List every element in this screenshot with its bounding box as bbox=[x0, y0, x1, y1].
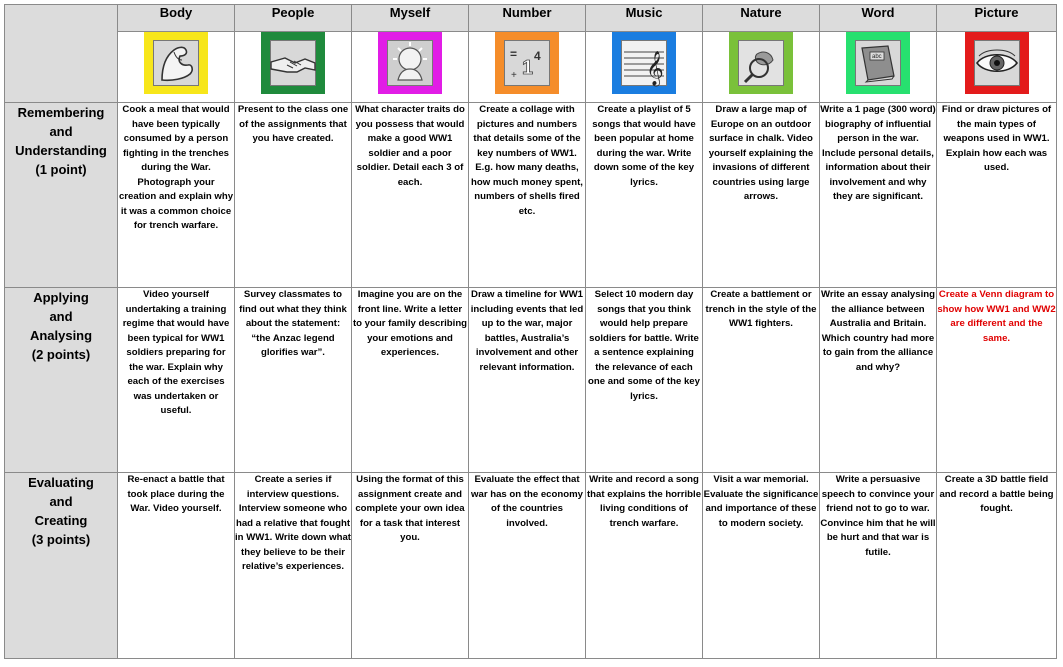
row-heading bbox=[5, 103, 118, 288]
task-cell: Survey classmates to find out what they think about the statement: “the Anzac legend glorifies war”. bbox=[235, 288, 352, 473]
row-heading-line: (2 points) bbox=[31, 347, 91, 362]
task-cell: Create a series if interview questions. Interview someone who had a relative that fought in WW1. Write down what they believe to be their relative’s experiences. bbox=[235, 473, 352, 659]
column-header-music: Music bbox=[586, 5, 703, 32]
svg-text:4: 4 bbox=[534, 49, 541, 63]
icon-cell-people bbox=[235, 32, 352, 103]
icon-cell-nature bbox=[703, 32, 820, 103]
task-cell: Write a 1 page (300 word) biography of influential person in the war. Include personal details, information about their involvement and why they are significant. bbox=[820, 103, 937, 288]
icon-cell-picture bbox=[937, 32, 1057, 103]
task-cell: Find or draw pictures of the main types of weapons used in WW1. Explain how each was used. bbox=[937, 103, 1057, 288]
row-heading-line: Creating bbox=[34, 513, 88, 528]
task-cell: Draw a timeline for WW1 including events that led up to the war, major battles, Australia’s involvement and other relevant information. bbox=[469, 288, 586, 473]
icon-cell-body bbox=[118, 32, 235, 103]
task-cell: Imagine you are on the front line. Write a letter to your family describing your emotions and experiences. bbox=[352, 288, 469, 473]
task-cell: Write an essay analysing the alliance between Australia and Britain. Which country had more to gain from the alliance and why? bbox=[820, 288, 937, 473]
flexed-arm-icon bbox=[144, 32, 208, 94]
row-evaluating-creating bbox=[5, 473, 1057, 659]
task-cell: Write and record a song that explains the horrible living conditions of trench warfare. bbox=[586, 473, 703, 659]
row-applying-analysing bbox=[5, 288, 1057, 473]
icon-cell-number bbox=[469, 32, 586, 103]
task-cell: Create a playlist of 5 songs that would have been popular at home during the war. Write down some of the key lyrics. bbox=[586, 103, 703, 288]
row-heading-line: Applying bbox=[33, 290, 89, 305]
head-silhouette-icon bbox=[378, 32, 442, 94]
corner-cell bbox=[5, 5, 118, 103]
row-heading-line: and bbox=[49, 309, 73, 324]
task-cell: Present to the class one of the assignments that you have created. bbox=[235, 103, 352, 288]
multiple-intelligences-grid bbox=[4, 4, 1057, 659]
book-icon bbox=[846, 32, 910, 94]
task-cell: Video yourself undertaking a training regime that would have been typical for WW1 soldiers preparing for the war. Explain why each of the exercises was undertaken or useful. bbox=[118, 288, 235, 473]
column-header-row bbox=[5, 5, 1057, 32]
handshake-icon bbox=[261, 32, 325, 94]
row-heading-line: (1 point) bbox=[35, 162, 87, 177]
svg-text:=: = bbox=[510, 47, 518, 61]
task-cell: Create a collage with pictures and numbers that details some of the key numbers of WW1. E.g. how many deaths, how much money spent, numbers of shells fired etc. bbox=[469, 103, 586, 288]
row-heading bbox=[5, 473, 118, 659]
icon-cell-music bbox=[586, 32, 703, 103]
magnifier-leaf-icon bbox=[729, 32, 793, 94]
svg-text:𝄞: 𝄞 bbox=[646, 51, 664, 86]
column-header-picture: Picture bbox=[937, 5, 1057, 32]
icon-cell-myself bbox=[352, 32, 469, 103]
svg-text:+: + bbox=[511, 70, 517, 81]
svg-text:1: 1 bbox=[522, 57, 534, 79]
row-heading-line: Evaluating bbox=[28, 475, 94, 490]
column-header-word: Word bbox=[820, 5, 937, 32]
column-header-myself: Myself bbox=[352, 5, 469, 32]
column-header-people: People bbox=[235, 5, 352, 32]
icon-cell-word bbox=[820, 32, 937, 103]
row-heading-line: (3 points) bbox=[31, 532, 91, 547]
row-heading-line: Analysing bbox=[29, 328, 93, 343]
column-header-number: Number bbox=[469, 5, 586, 32]
task-cell-highlighted: Create a Venn diagram to show how WW1 and WW2 are different and the same. bbox=[937, 288, 1057, 473]
task-cell: Select 10 modern day songs that you think would help prepare soldiers for battle. Write a sentence explaining the relevance of each one and some of the key lyrics. bbox=[586, 288, 703, 473]
task-cell: Evaluate the effect that war has on the economy of the countries involved. bbox=[469, 473, 586, 659]
music-staff-icon bbox=[612, 32, 676, 94]
task-cell: Write a persuasive speech to convince your friend not to go to war. Convince him that he will be hurt and that war is futile. bbox=[820, 473, 937, 659]
row-heading-line: Understanding bbox=[15, 143, 107, 158]
row-heading-line: and bbox=[49, 124, 73, 139]
row-remembering-understanding bbox=[5, 103, 1057, 288]
task-cell: Visit a war memorial. Evaluate the significance and importance of these to modern society. bbox=[703, 473, 820, 659]
row-heading bbox=[5, 288, 118, 473]
task-cell: What character traits do you possess that would make a good WW1 soldier and a poor soldier. Detail each 3 of each. bbox=[352, 103, 469, 288]
column-header-body: Body bbox=[118, 5, 235, 32]
icon-row bbox=[5, 32, 1057, 103]
svg-text:abc: abc bbox=[872, 54, 882, 60]
task-cell: Using the format of this assignment create and complete your own idea for a task that interest you. bbox=[352, 473, 469, 659]
column-header-nature: Nature bbox=[703, 5, 820, 32]
eye-icon bbox=[965, 32, 1029, 94]
numbers-icon bbox=[495, 32, 559, 94]
task-cell: Re-enact a battle that took place during the War. Video yourself. bbox=[118, 473, 235, 659]
task-cell: Create a 3D battle field and record a battle being fought. bbox=[937, 473, 1057, 659]
task-cell: Create a battlement or trench in the style of the WW1 fighters. bbox=[703, 288, 820, 473]
row-heading-line: Remembering bbox=[17, 105, 105, 120]
row-heading-line: and bbox=[49, 494, 73, 509]
task-cell: Cook a meal that would have been typically consumed by a person fighting in the trenches during the War. Photograph your creation and explain why it was a common choice for trench warfare. bbox=[118, 103, 235, 288]
task-cell: Draw a large map of Europe on an outdoor surface in chalk. Video yourself explaining the invasions of different countries using large arrows. bbox=[703, 103, 820, 288]
